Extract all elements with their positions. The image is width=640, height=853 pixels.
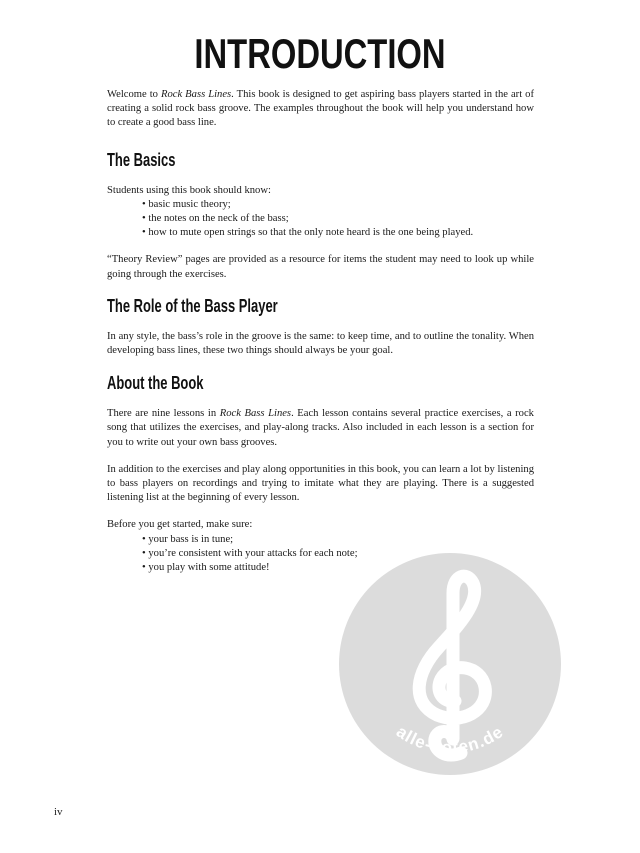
about-suffix: . Each lesson contains several practice exercises, a rock song that utilizes the exercises, and play-along tracks. Also included in each lesson is a section for you to write out your own bass grooves. [107, 408, 534, 448]
basics-list [107, 198, 534, 241]
about-paragraph-2: In addition to the exercises and play along opportunities in this book, you can learn a lot by listening to bass players on recordings and trying to imitate what they are playing. There is a suggested listening list at the beginning of every lesson. [107, 463, 534, 504]
intro-paragraph [107, 88, 534, 131]
list-item: • how to mute open strings so that the only note heard is the one being played. [142, 226, 534, 240]
book-title: Rock Bass Lines [161, 89, 232, 100]
list-item: • your bass is in tune; [142, 533, 534, 547]
role-paragraph: In any style, the bass’s role in the groove is the same: to keep time, and to outline the tonality. When developing bass lines, these two things should always be your goal. [107, 330, 534, 357]
list-item: • you play with some attitude! [142, 561, 534, 575]
list-item: • you’re consistent with your attacks for each note; [142, 547, 534, 561]
page-content [107, 88, 534, 575]
list-item: • the notes on the neck of the bass; [142, 212, 534, 226]
page-title: INTRODUCTION [194, 30, 446, 77]
page-number: iv [54, 806, 63, 818]
watermark-text: alle-noten.de [392, 721, 508, 758]
intro-suffix: . This book is designed to get aspiring bass players started in the art of creating a solid rock bass groove. The examples throughout the book will help you understand how to create a good bass line. [107, 89, 534, 129]
about-lead: Before you get started, make sure: [107, 519, 253, 531]
book-title: Rock Bass Lines [219, 408, 292, 420]
basics-lead: Students using this book should know: [107, 184, 271, 196]
section-heading-about: About the Book [107, 373, 204, 394]
section-heading-role: The Role of the Bass Player [107, 295, 278, 316]
intro-prefix: Welcome to [107, 89, 161, 100]
about-paragraph-1 [107, 407, 534, 450]
list-item: • basic music theory; [142, 198, 534, 212]
theory-review-note: “Theory Review” pages are provided as a resource for items the student may need to look up while going through the exercises. [107, 254, 534, 280]
about-prefix: There are nine lessons in [107, 408, 220, 420]
watermark [339, 553, 561, 775]
section-heading-basics: The Basics [107, 149, 176, 170]
